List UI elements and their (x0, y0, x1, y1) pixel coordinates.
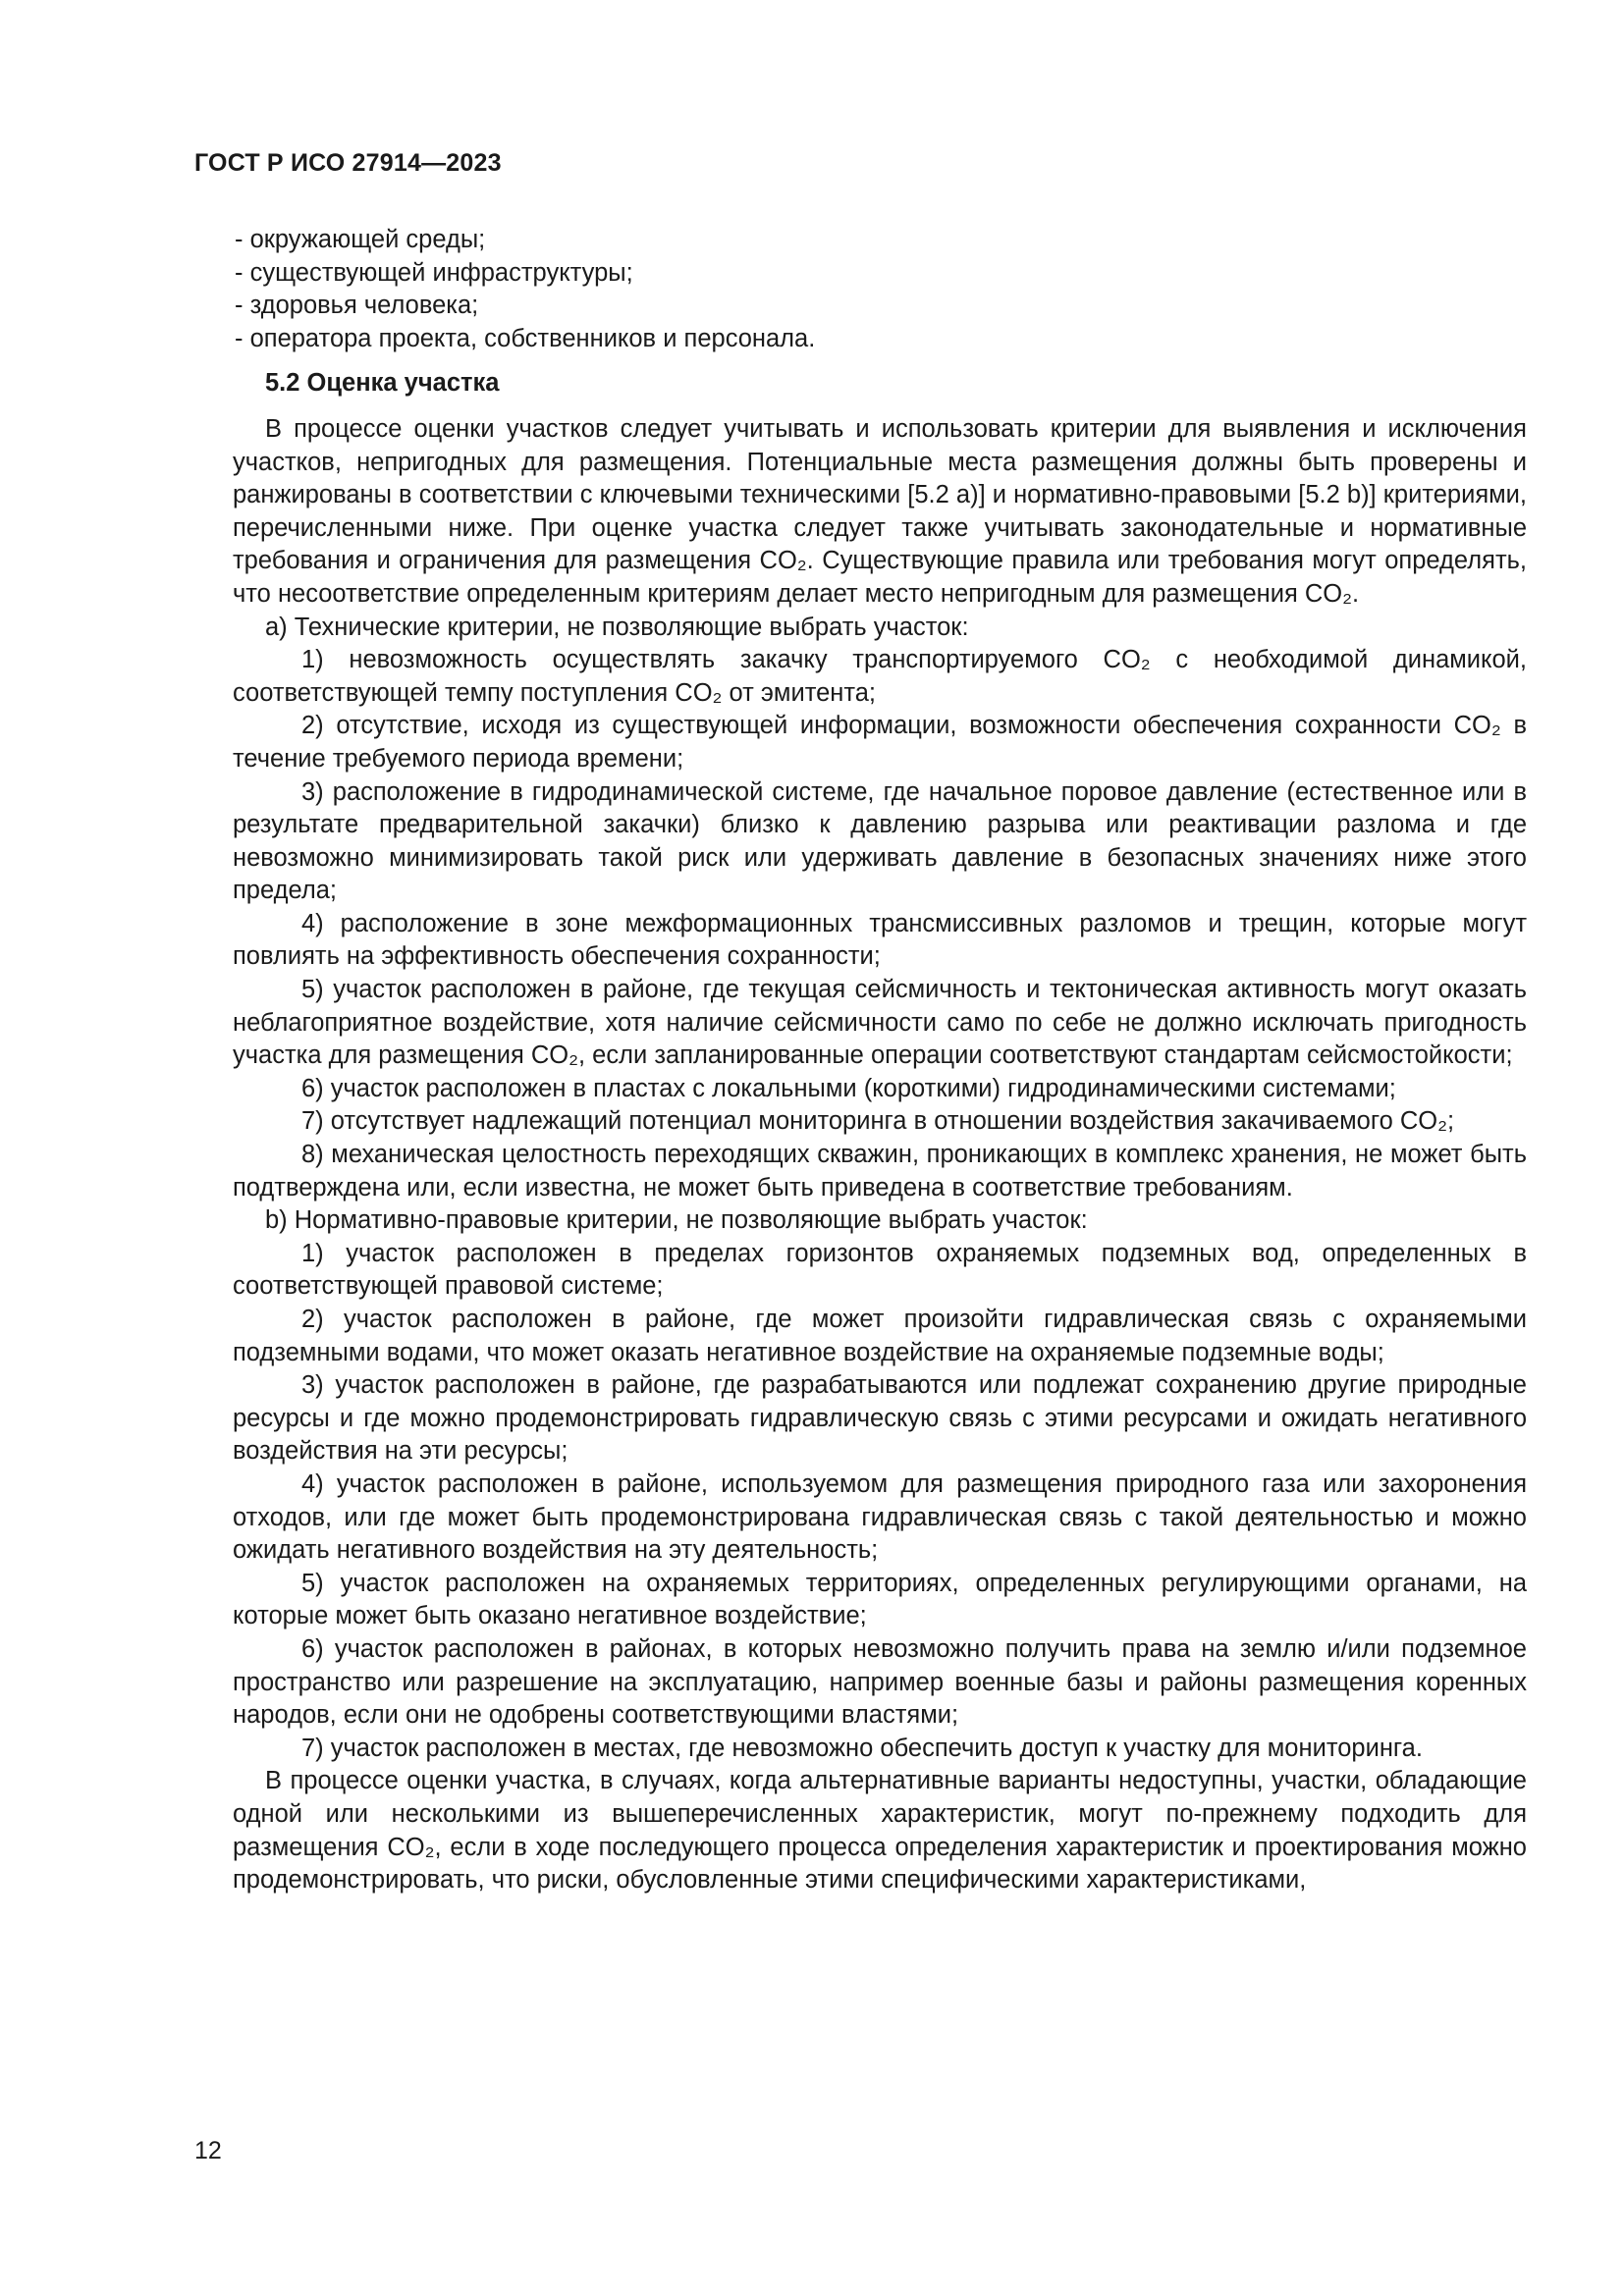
bullet-item: - оператора проекта, собственников и персонала. (235, 324, 816, 352)
page-number: 12 (194, 2137, 222, 2164)
list-b-title: b) Нормативно-правовые критерии, не позволяющие выбрать участок: (265, 1206, 1088, 1235)
list-b-item: 7) участок расположен в местах, где невозможно обеспечить доступ к участку для мониторинга. (301, 1734, 1423, 1762)
list-a-item: 6) участок расположен в пластах с локальными (короткими) гидродинамическими системами; (301, 1074, 1396, 1102)
list-a-item: 1) невозможность осуществлять закачку транспортируемого CO₂ с необходимой динамикой, соответствующей темпу поступления CO₂ от эмитента; (233, 646, 1527, 707)
list-b-item: 4) участок расположен в районе, используемом для размещения природного газа или захоронения отходов, или где может быть продемонстрирована гидравлическая связь с такой деятельностью и можно ожидать негативного воздействия на эту деятельность; (233, 1469, 1527, 1565)
bullet-item: - окружающей среды; (235, 226, 486, 253)
list-b-item: 1) участок расположен в пределах горизонтов охраняемых подземных вод, определенных в соответствующей правовой системе; (233, 1239, 1527, 1301)
bullet-item: - существующей инфраструктуры; (235, 258, 633, 287)
page-content (233, 224, 1527, 1897)
list-b-item: 2) участок расположен в районе, где может произойти гидравлическая связь с охраняемыми подземными водами, что может оказать негативное воздействие на охраняемые подземные воды; (233, 1306, 1527, 1366)
list-a-item: 2) отсутствие, исходя из существующей информации, возможности обеспечения сохранности CO₂ в течение требуемого периода времени; (233, 712, 1527, 773)
document-header: ГОСТ Р ИСО 27914—2023 (194, 149, 502, 177)
list-a-item: 7) отсутствует надлежащий потенциал мониторинга в отношении воздействия закачиваемого CO₂; (301, 1107, 1455, 1136)
list-a-item: 8) механическая целостность переходящих скважин, проникающих в комплекс хранения, не может быть подтверждена или, если известна, не может быть приведена в соответствие требованиям. (233, 1141, 1527, 1201)
list-a-item: 5) участок расположен в районе, где текущая сейсмичность и тектоническая активность могут оказать неблагоприятное воздействие, хотя наличие сейсмичности само по себе не должно исключать пригодность участка для размещения CO₂, если запланированные операции соответствуют стандартам сейсмостойкости; (233, 976, 1527, 1070)
list-b-item: 5) участок расположен на охраняемых территориях, определенных регулирующими органами, на которые может быть оказано негативное воздействие; (233, 1569, 1527, 1630)
list-b-item: 6) участок расположен в районах, в которых невозможно получить права на землю и/или подземное пространство или разрешение на эксплуатацию, например военные базы и районы размещения коренных народов, если они не одобрены соответствующими властями; (233, 1634, 1527, 1730)
intro-paragraph: В процессе оценки участков следует учитывать и использовать критерии для выявления и исключения участков, непригодных для размещения. Потенциальные места размещения должны быть проверены и ранжированы в соответствии с ключевыми техническими [5.2 a)] и нормативно-правовыми [5.2 b)] критериями, перечисленными ниже. При оценке участка следует также учитывать законодательные и нормативные требования и ограничения для размещения CO₂. Существующие правила или требования могут определять, что несоответствие определенным критериям делает место непригодным для размещения CO₂. (233, 414, 1527, 608)
list-a-title: a) Технические критерии, не позволяющие выбрать участок: (265, 613, 969, 641)
list-a-item: 4) расположение в зоне межформационных трансмиссивных разломов и трещин, которые могут повлиять на эффективность обеспечения сохранности; (233, 909, 1527, 971)
bullet-item: - здоровья человека; (235, 292, 479, 320)
list-a-item: 3) расположение в гидродинамической системе, где начальное поровое давление (естественное или в результате предварительной закачки) близко к давлению разрыва или реактивации разлома и где невозможно минимизировать такой риск или удерживать давление в безопасных значениях ниже этого предела; (233, 777, 1527, 905)
closing-paragraph: В процессе оценки участка, в случаях, когда альтернативные варианты недоступны, участки, обладающие одной или несколькими из вышеперечисленных характеристик, могут по-прежнему подходить для размещения CO₂, если в ходе последующего процесса определения характеристик и проектирования можно продемонстрировать, что риски, обусловленные этими специфическими характеристиками, (233, 1767, 1527, 1895)
section-heading: 5.2 Оценка участка (265, 369, 500, 398)
list-b-item: 3) участок расположен в районе, где разрабатываются или подлежат сохранению другие природные ресурсы и где можно продемонстрировать гидравлическую связь с этими ресурсами и ожидать негативного воздействия на эти ресурсы; (233, 1371, 1527, 1466)
